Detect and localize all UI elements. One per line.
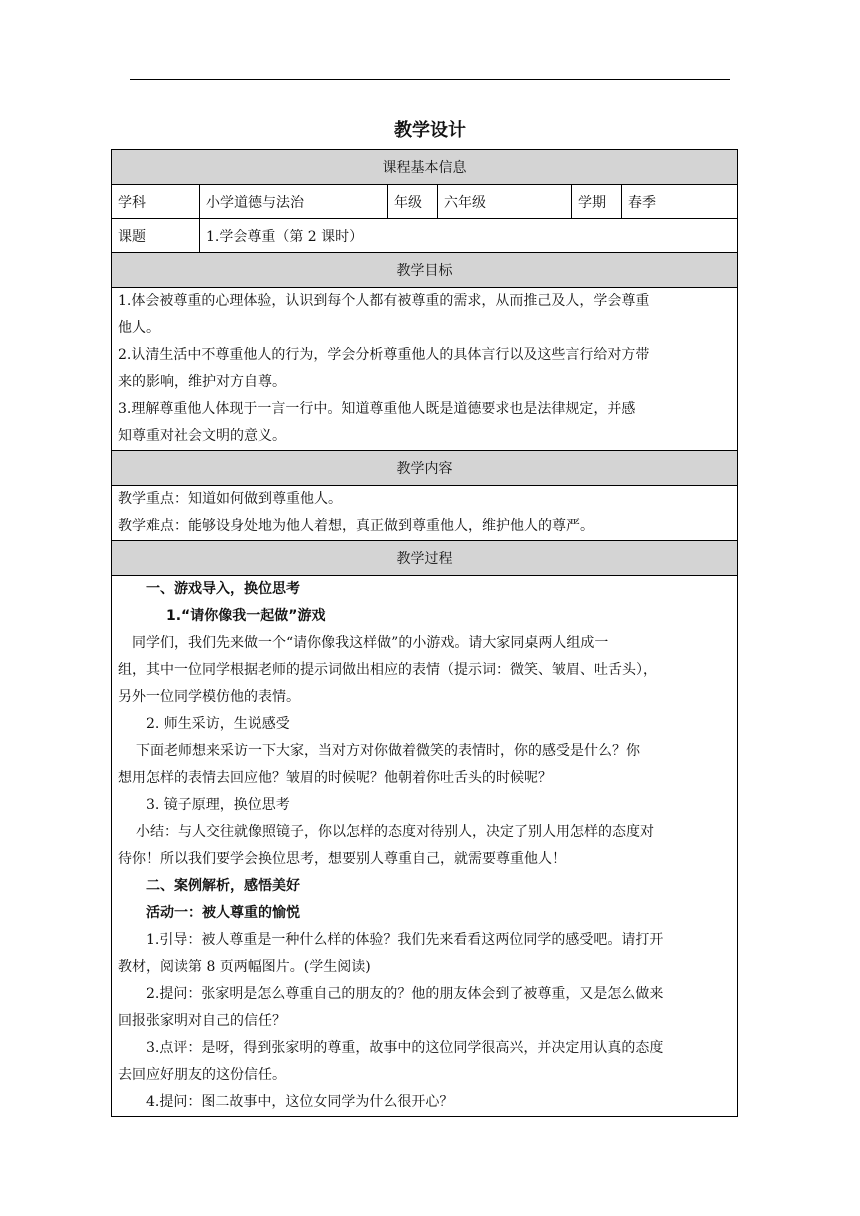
goal-3-line-2: 知尊重对社会文明的意义。 [118,428,286,444]
step-4-line-1: 4.提问：图二故事中，这位女同学为什么很开心？ [146,1094,454,1110]
subsection-3-text-1: 小结：与人交往就像照镜子，你以怎样的态度对待别人，决定了别人用怎样的态度对 [136,824,654,840]
topic-label: 课题 [112,219,200,253]
goal-1-line-1: 1.体会被尊重的心理体验，认识到每个人都有被尊重的需求，从而推己及人，学会尊重 [118,293,650,309]
goals-header-row [112,253,738,288]
topic-value: 1.学会尊重（第 2 课时） [200,219,738,253]
subject-value: 小学道德与法治 [200,185,388,219]
goals-row [112,288,738,451]
section-1-title: 一、游戏导入，换位思考 [146,581,300,597]
term-value: 春季 [622,185,738,219]
subsection-1-text-2: 组，其中一位同学根据老师的提示词做出相应的表情（提示词：微笑、皱眉、吐舌头）， [118,662,657,678]
grade-value: 六年级 [438,185,572,219]
subsection-2-title: 2. 师生采访，生说感受 [146,716,290,732]
subsection-2-text-2: 想用怎样的表情去回应他？皱眉的时候呢？他朝着你吐舌头的时候呢？ [118,770,552,786]
content-row [112,486,738,541]
goal-1-line-2: 他人。 [118,320,160,336]
subject-label: 学科 [112,185,200,219]
process-row [112,576,738,1117]
content-cell [112,486,738,541]
subsection-3-title: 3. 镜子原理，换位思考 [146,797,290,813]
subsection-1-text-3: 另外一位同学模仿他的表情。 [118,689,300,705]
key-point: 教学重点：知道如何做到尊重他人。 [118,491,342,507]
content-header: 教学内容 [112,451,738,486]
step-3-line-1: 3.点评：是呀，得到张家明的尊重，故事中的这位同学很高兴，并决定用认真的态度 [146,1040,664,1056]
goals-header: 教学目标 [112,253,738,288]
subsection-1-text-1: 同学们，我们先来做一个“请你像我这样做”的小游戏。请大家同桌两人组成一 [132,635,609,651]
basic-info-header: 课程基本信息 [112,150,738,185]
subject-row [112,185,738,219]
topic-row [112,219,738,253]
process-cell [112,576,738,1117]
basic-info-header-row [112,150,738,185]
lesson-plan-table [111,149,738,1117]
step-2-line-1: 2.提问：张家明是怎么尊重自己的朋友的？他的朋友体会到了被尊重，又是怎么做来 [146,986,664,1002]
process-header: 教学过程 [112,541,738,576]
grade-label: 年级 [388,185,438,219]
section-2-title: 二、案例解析，感悟美好 [146,878,300,894]
goal-3-line-1: 3.理解尊重他人体现于一言一行中。知道尊重他人既是道德要求也是法律规定，并感 [118,401,636,417]
goal-2-line-2: 来的影响，维护对方自尊。 [118,374,286,390]
step-3-line-2: 去回应好朋友的这份信任。 [118,1067,286,1083]
step-1-line-1: 1.引导：被人尊重是一种什么样的体验？我们先来看看这两位同学的感受吧。请打开 [146,932,664,948]
goals-cell [112,288,738,451]
step-2-line-2: 回报张家明对自己的信任？ [118,1013,286,1029]
step-1-line-2: 教材，阅读第 8 页两幅图片。(学生阅读) [118,959,371,975]
difficulty: 教学难点：能够设身处地为他人着想，真正做到尊重他人，维护他人的尊严。 [118,518,594,534]
subsection-2-text-1: 下面老师想来采访一下大家，当对方对你做着微笑的表情时，你的感受是什么？你 [136,743,640,759]
subsection-1-title: 1.“请你像我一起做”游戏 [166,608,326,624]
document-title: 教学设计 [394,120,466,141]
term-label: 学期 [572,185,622,219]
goal-2-line-1: 2.认清生活中不尊重他人的行为，学会分析尊重他人的具体言行以及这些言行给对方带 [118,347,650,363]
activity-1-title: 活动一：被人尊重的愉悦 [146,905,300,921]
header-rule [130,79,730,80]
content-header-row [112,451,738,486]
process-header-row [112,541,738,576]
subsection-3-text-2: 待你！所以我们要学会换位思考，想要别人尊重自己，就需要尊重他人！ [118,851,566,867]
